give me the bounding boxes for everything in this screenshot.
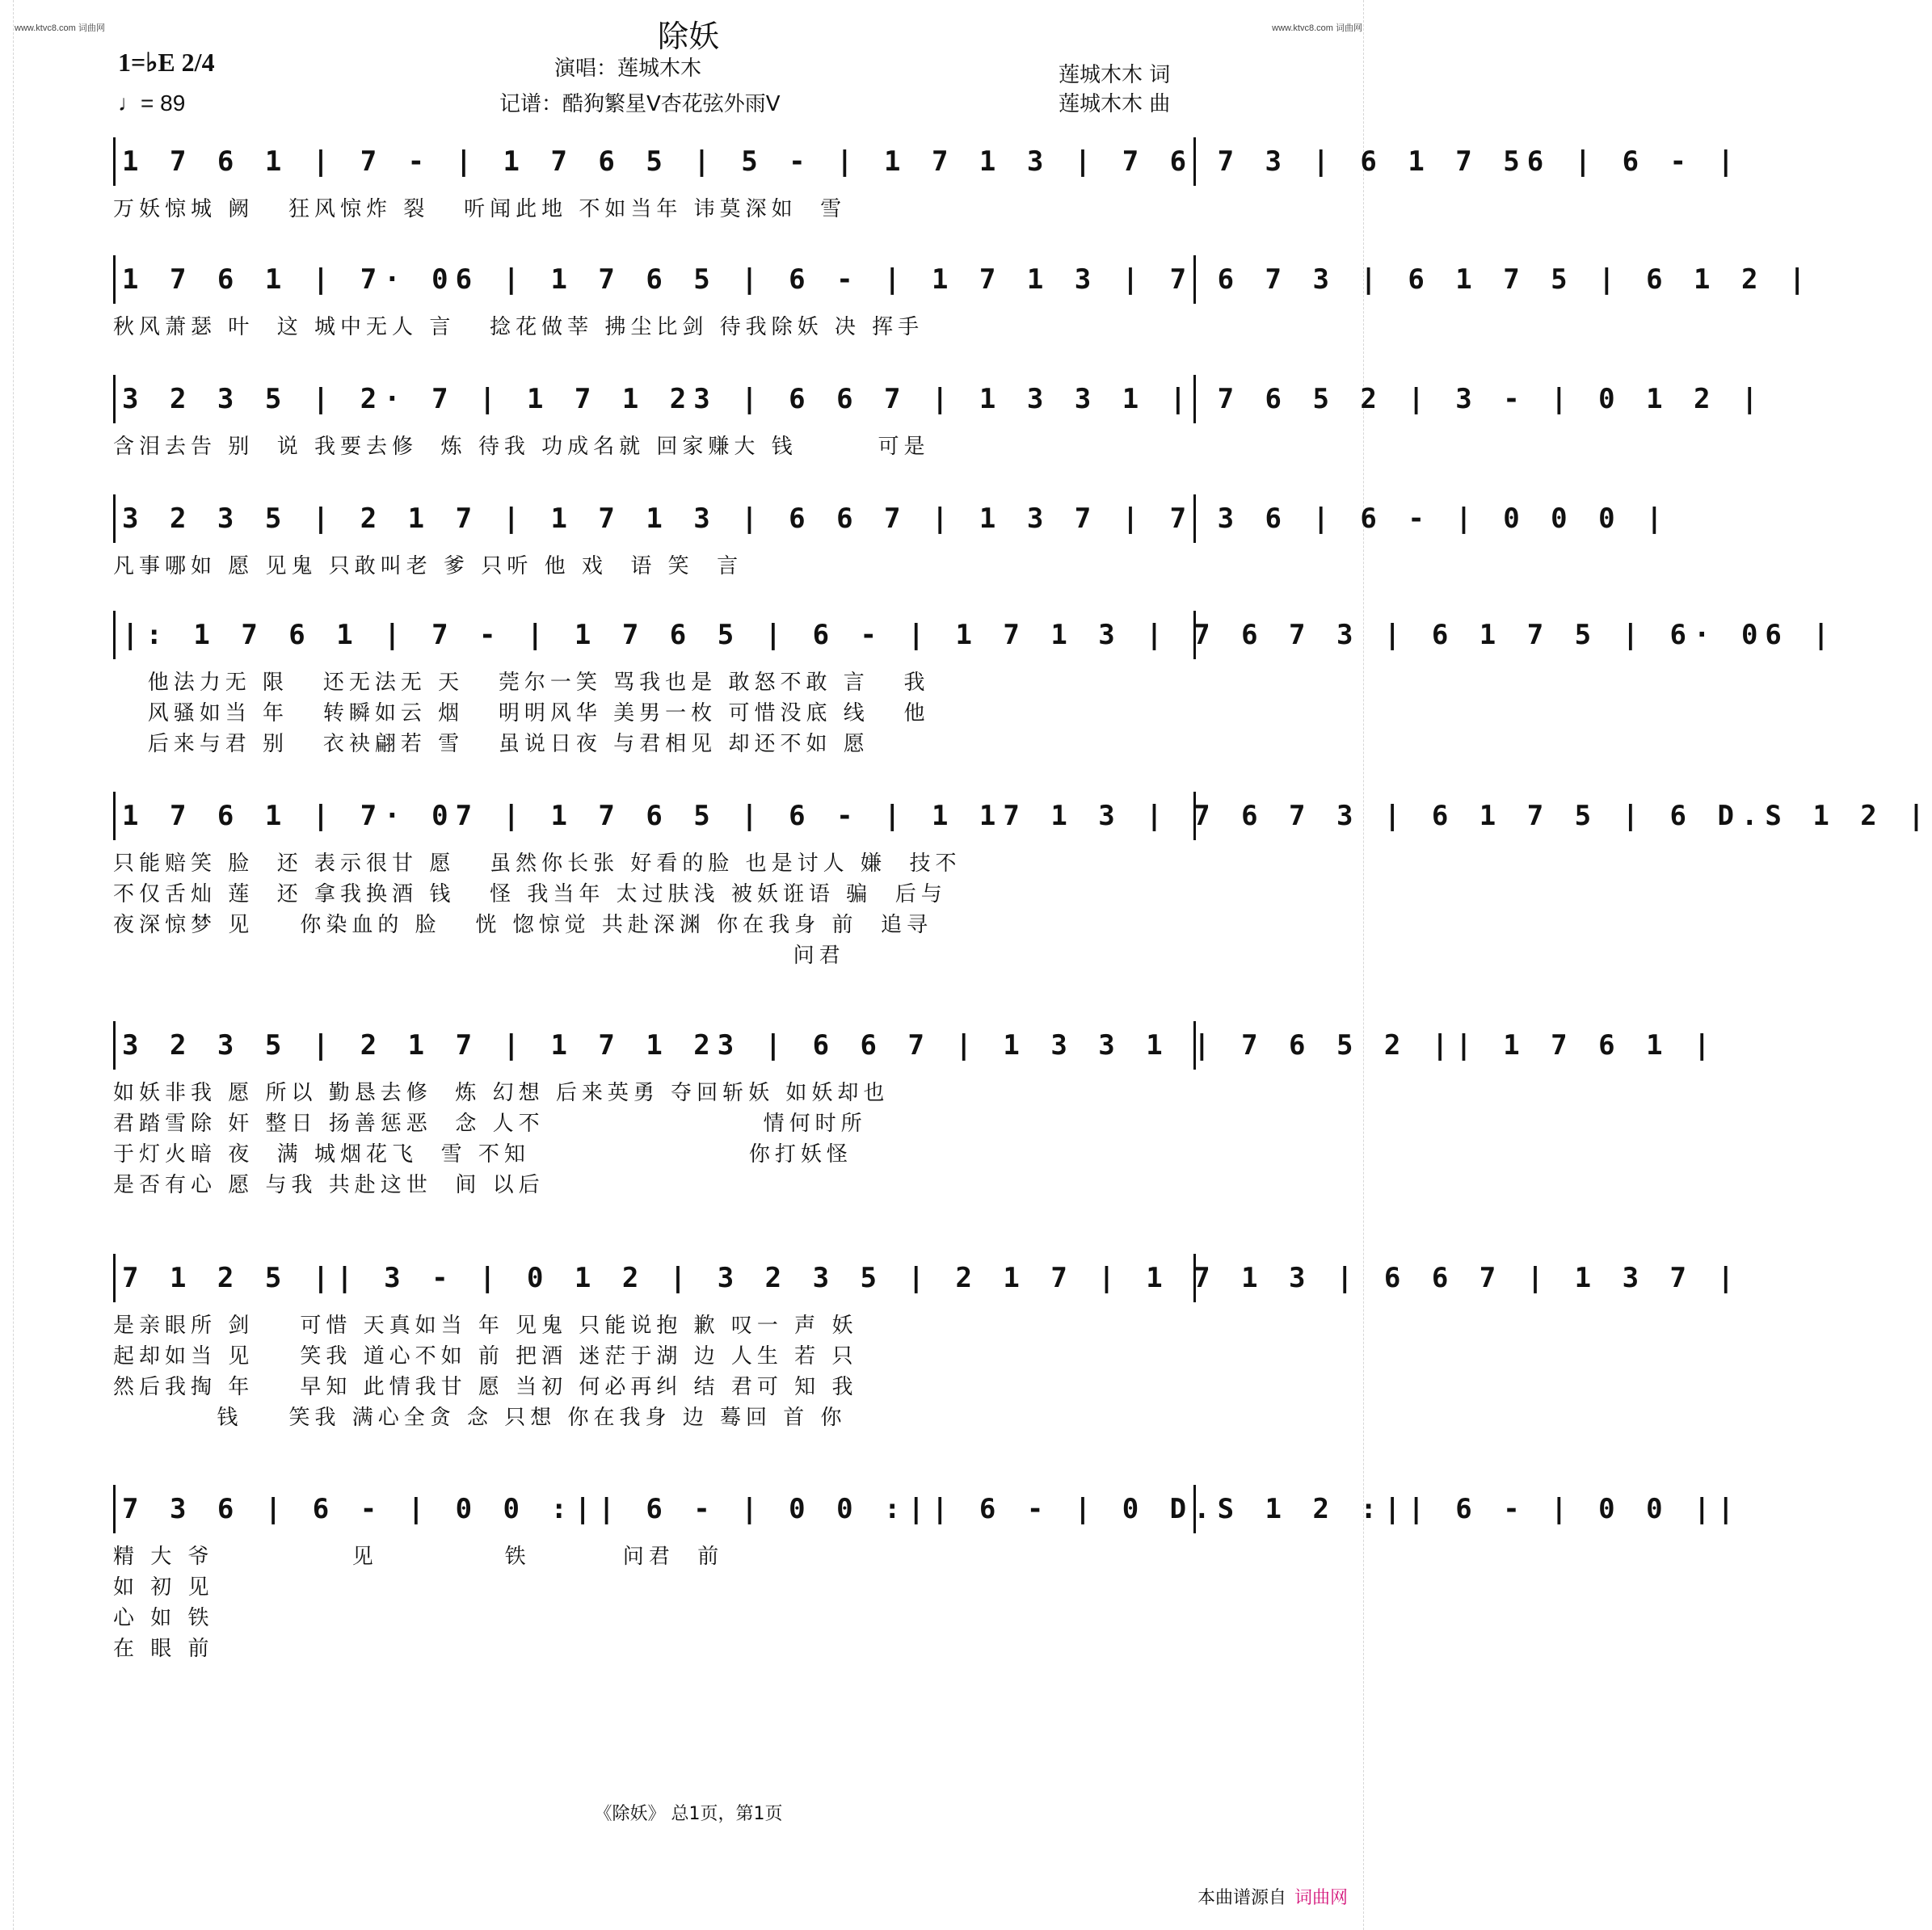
singer-credit: 演唱：莲城木木	[554, 57, 702, 81]
lyric-line: 如妖非我 愿 所以 勤恳去修 炼 幻想 后来英勇 夺回斩妖 如妖却也	[113, 1081, 890, 1105]
lyric-line: 秋风萧瑟 叶 这 城中无人 言 捻花做莘 拂尘比剑 待我除妖 决 挥手	[113, 315, 924, 339]
lyric-line: 然后我掏 年 早知 此情我甘 愿 当初 何必再纠 结 君可 知 我	[113, 1375, 858, 1399]
notation-row: 1 7 6 1 | 7· 07 | 1 7 6 5 | 6 - | 1 17 1 3 | 7 6 7 3 | 6 1 7 5 | 6 D.S 1 2 |	[113, 792, 1196, 840]
source-brand: 词曲网	[1294, 1888, 1348, 1908]
song-title: 除妖	[657, 19, 719, 54]
lyric-line: 君踏雪除 奸 整日 扬善惩恶 念 人不 情何时所	[113, 1112, 867, 1136]
lyric-line: 是亲眼所 剑 可惜 天真如当 年 见鬼 只能说抱 歉 叹一 声 妖	[113, 1314, 858, 1338]
lyric-line: 夜深惊梦 见 你染血的 脸 恍 惚惊觉 共赴深渊 你在我身 前 追寻	[113, 913, 932, 937]
composer-credit: 莲城木木 曲	[1059, 92, 1171, 116]
notation-row: 3 2 3 5 | 2 1 7 | 1 7 1 3 | 6 6 7 | 1 3 7 | 7 3 6 | 6 - | 0 0 0 |	[113, 494, 1196, 543]
left-page-edge	[0, 0, 14, 1930]
lyric-line: 后来与君 别 衣袂翩若 雪 虽说日夜 与君相见 却还不如 愿	[113, 732, 869, 756]
tempo-marking: ♩= 89	[118, 90, 186, 116]
notation-row: |: 1 7 6 1 | 7 - | 1 7 6 5 | 6 - | 1 7 1 3 | 7 6 7 3 | 6 1 7 5 | 6· 06 |	[113, 611, 1196, 659]
lyric-line: 他法力无 限 还无法无 天 莞尔一笑 骂我也是 敢怒不敢 言 我	[113, 671, 930, 695]
source-label: 本曲谱源自	[1197, 1888, 1286, 1908]
lyric-line: 风骚如当 年 转瞬如云 烟 明明风华 美男一枚 可惜没底 线 他	[113, 701, 930, 725]
lyric-line: 是否有心 愿 与我 共赴这世 间 以后	[113, 1173, 545, 1197]
notation-row: 1 7 6 1 | 7· 06 | 1 7 6 5 | 6 - | 1 7 1 3 | 7 6 7 3 | 6 1 7 5 | 6 1 2 |	[113, 255, 1196, 304]
lyric-line: 精 大 爷 见 铁 问君 前	[113, 1545, 724, 1569]
lyricist-credit: 莲城木木 词	[1059, 63, 1171, 87]
lyric-line: 起却如当 见 笑我 道心不如 前 把酒 迷茫于湖 边 人生 若 只	[113, 1344, 858, 1369]
lyric-line: 于灯火暗 夜 满 城烟花飞 雪 不知 你打妖怪	[113, 1142, 852, 1167]
notation-row: 7 1 2 5 || 3 - | 0 1 2 | 3 2 3 5 | 2 1 7 | 1 7 1 3 | 6 6 7 | 1 3 7 |	[113, 1254, 1196, 1302]
lyric-line: 在 眼 前	[113, 1637, 214, 1661]
lyric-line: 万妖惊城 阙 狂风惊炸 裂 听闻此地 不如当年 讳莫深如 雪	[113, 197, 847, 221]
transcriber-credit: 记谱：酷狗繁星V杏花弦外雨V	[499, 92, 781, 116]
lyric-line: 只能赔笑 脸 还 表示很甘 愿 虽然你长张 好看的脸 也是讨人 嫌 技不	[113, 851, 962, 876]
lyric-line: 心 如 铁	[113, 1606, 214, 1630]
notation-row: 3 2 3 5 | 2 1 7 | 1 7 1 23 | 6 6 7 | 1 3 3 1 | 7 6 5 2 || 1 7 6 1 |	[113, 1021, 1196, 1070]
lyric-line: 含泪去告 别 说 我要去修 炼 待我 功成名就 回家赚大 钱 可是	[113, 435, 930, 459]
watermark-left: www.ktvc8.com 词曲网	[15, 23, 105, 33]
notation-row: 3 2 3 5 | 2· 7 | 1 7 1 23 | 6 6 7 | 1 3 3 1 | 7 6 5 2 | 3 - | 0 1 2 |	[113, 375, 1196, 423]
lyric-line: 凡事哪如 愿 见鬼 只敢叫老 爹 只听 他 戏 语 笑 言	[113, 554, 743, 578]
lyric-line: 如 初 见	[113, 1575, 214, 1600]
watermark-right: www.ktvc8.com 词曲网	[1272, 23, 1362, 33]
notation-row: 7 3 6 | 6 - | 0 0 :|| 6 - | 0 0 :|| 6 - | 0 D.S 1 2 :|| 6 - | 0 0 ||	[113, 1485, 1196, 1533]
source-credit	[1198, 1884, 1348, 1909]
lyric-line: 问君	[113, 944, 845, 968]
notation-row: 1 7 6 1 | 7 - | 1 7 6 5 | 5 - | 1 7 1 3 | 7 6 7 3 | 6 1 7 56 | 6 - |	[113, 137, 1196, 186]
key-signature: 1=♭E 2/4	[118, 48, 215, 77]
lyric-line: 钱 笑我 满心全贪 念 只想 你在我身 边 蓦回 首 你	[113, 1406, 847, 1430]
lyric-line: 不仅舌灿 莲 还 拿我换酒 钱 怪 我当年 太过肤浅 被妖诳语 骗 后与	[113, 882, 947, 906]
page-info: 《除妖》 总1页，第1页	[594, 1804, 783, 1824]
